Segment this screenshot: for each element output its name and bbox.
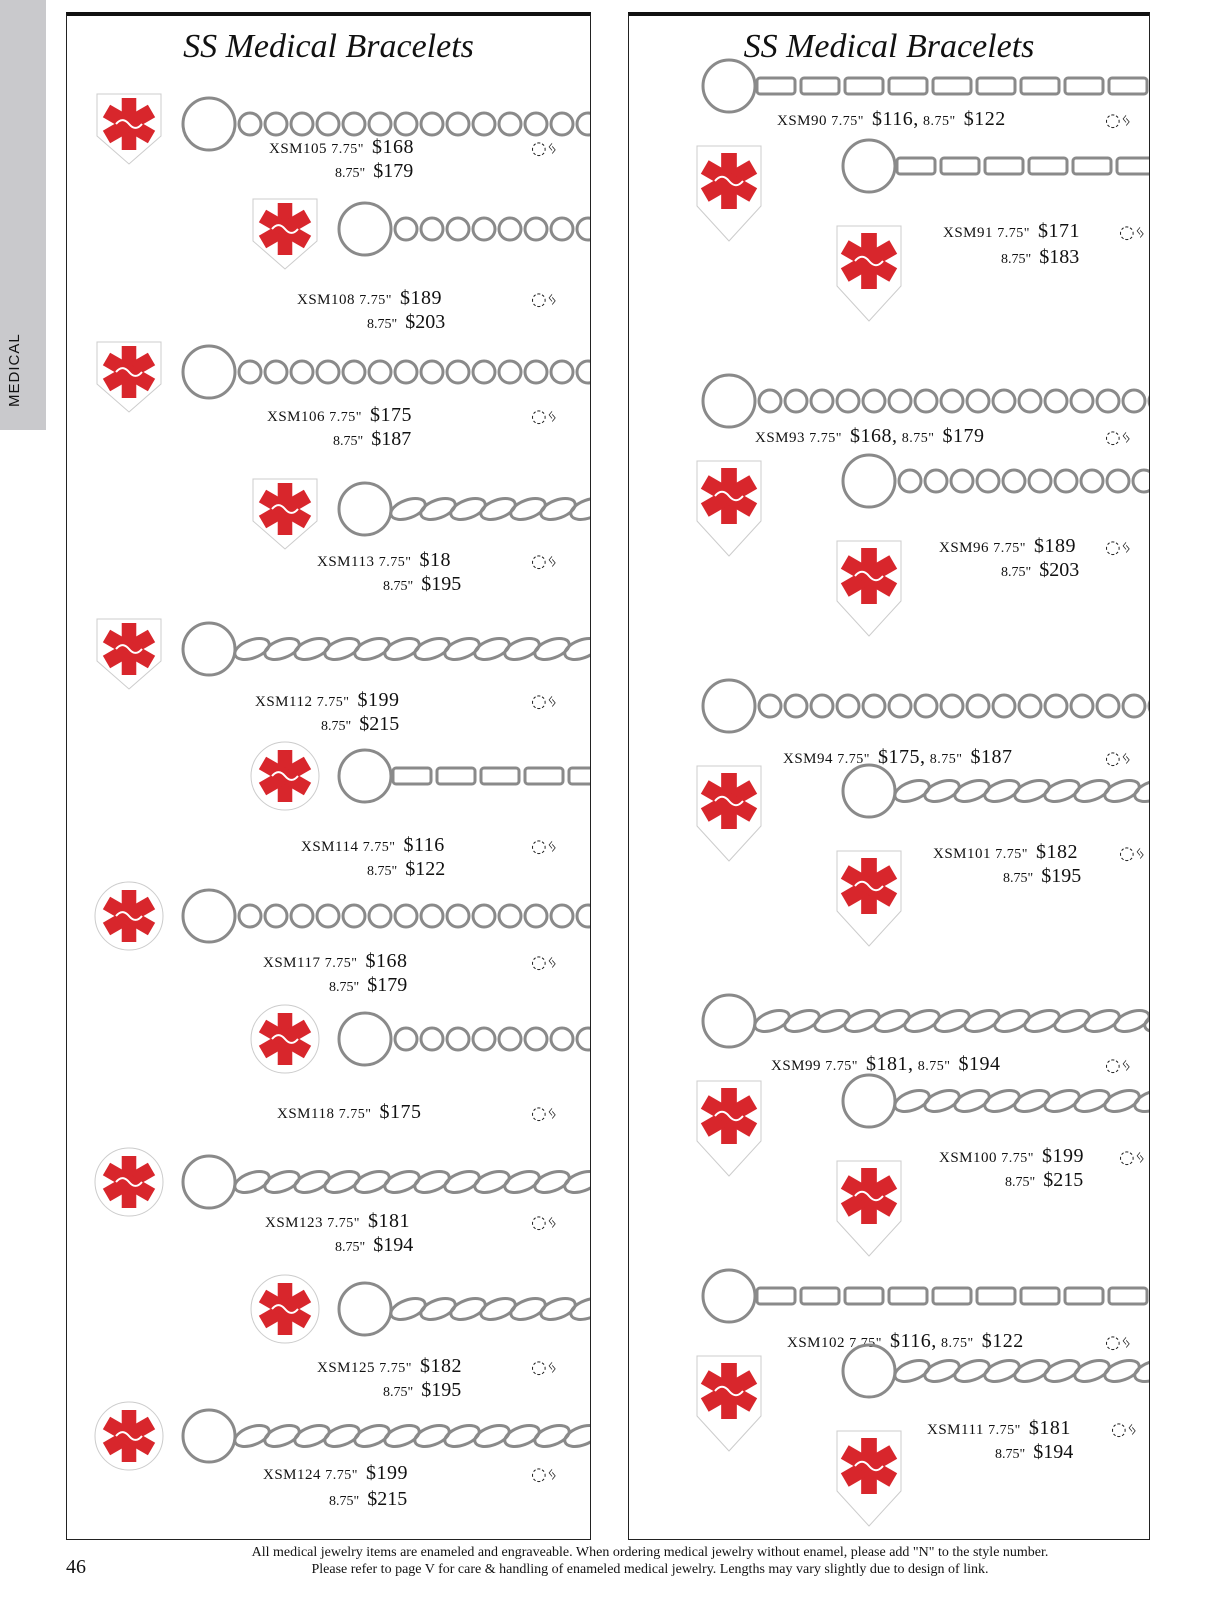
chain-links: [393, 768, 591, 784]
price: $181,: [865, 1053, 914, 1075]
engrave-icon: ◌ᛃ: [531, 691, 558, 712]
engrave-icon: ◌ᛃ: [1105, 110, 1132, 131]
product-xsm113: XSM113 7.75" $18 8.75" $195 ◌ᛃ: [247, 471, 591, 601]
product-xsm125: XSM125 7.75" $182 8.75" $195 ◌ᛃ: [247, 1271, 591, 1401]
engrave-icon: ◌ᛃ: [531, 289, 558, 310]
product-xsm117: XSM117 7.75" $168 8.75" $179 ◌ᛃ: [91, 878, 591, 1008]
chain-links: [892, 1086, 1150, 1115]
chain-links: [892, 776, 1150, 805]
clasp-ring: [703, 995, 755, 1047]
style-code: XSM112: [255, 694, 313, 710]
page-number: 46: [66, 1556, 86, 1578]
price: $189: [399, 287, 442, 309]
clasp-ring: [339, 1283, 391, 1335]
engrave-icon: ◌ᛃ: [1105, 427, 1132, 448]
chain-links: [395, 218, 591, 240]
price: $183: [1039, 246, 1080, 268]
clasp-ring: [339, 1013, 391, 1065]
bracelet-image: [247, 738, 591, 878]
engrave-icon: ◌ᛃ: [1111, 1419, 1138, 1440]
style-code: XSM100: [939, 1150, 998, 1166]
price: $179: [942, 425, 985, 447]
style-code: XSM94: [783, 751, 834, 767]
price: $181: [367, 1210, 410, 1232]
price: $122: [963, 108, 1006, 130]
engrave-icon: ◌ᛃ: [1105, 537, 1132, 558]
price: $215: [367, 1488, 408, 1510]
chain-links: [232, 1167, 591, 1196]
bracelet-image: [247, 191, 591, 331]
product-xsm93: XSM93 7.75" $168, 8.75" $179 ◌ᛃ: [689, 371, 1149, 591]
price: $187: [970, 746, 1013, 768]
clasp-ring: [703, 1270, 755, 1322]
chain-links: [759, 390, 1150, 412]
footer-line-1: All medical jewelry items are enameled and engraveable. When ordering medical jewelry without enamel, please add "N" to the style number.: [251, 1545, 1049, 1560]
product-xsm111: XSM111 7.75" $181 8.75" $194 ◌ᛃ: [829, 1341, 1149, 1540]
price: $194: [958, 1053, 1001, 1075]
engrave-icon: ◌ᛃ: [1119, 222, 1146, 243]
price: $175: [379, 1101, 422, 1123]
price: $122: [405, 858, 446, 880]
clasp-ring: [183, 890, 235, 942]
clasp-ring: [183, 1410, 235, 1462]
product-xsm101: XSM101 7.75" $182 8.75" $195 ◌ᛃ: [829, 761, 1149, 991]
chain-links: [757, 78, 1147, 94]
chain-links: [759, 695, 1150, 717]
price: $168,: [849, 425, 898, 447]
product-xsm108: XSM108 7.75" $189 8.75" $203 ◌ᛃ: [247, 191, 591, 331]
engrave-icon: ◌ᛃ: [1105, 748, 1132, 769]
style-code: XSM90: [777, 113, 828, 129]
style-code: XSM124: [263, 1467, 322, 1483]
price: $182: [1035, 841, 1078, 863]
price: $215: [359, 713, 400, 735]
style-code: XSM108: [297, 292, 356, 308]
product-xsm91: XSM91 7.75" $171 8.75" $183 ◌ᛃ: [829, 136, 1149, 366]
style-code: XSM102: [787, 1335, 846, 1351]
product-xsm94: XSM94 7.75" $175, 8.75" $187 ◌ᛃ: [689, 676, 1149, 906]
price: $195: [421, 573, 462, 595]
price: $18: [419, 549, 451, 571]
chain-links: [239, 905, 591, 927]
chain-links: [757, 1288, 1147, 1304]
product-xsm90: XSM90 7.75" $116, 8.75" $122 ◌ᛃ: [689, 56, 1149, 286]
left-panel-title: SS Medical Bracelets: [183, 28, 474, 65]
product-xsm99: XSM99 7.75" $181, 8.75" $194 ◌ᛃ: [689, 991, 1149, 1221]
style-code: XSM117: [263, 955, 321, 971]
chain-links: [752, 1006, 1150, 1035]
bracelet-image: [829, 136, 1149, 366]
engrave-icon: ◌ᛃ: [1119, 843, 1146, 864]
price: $179: [367, 974, 408, 996]
engrave-icon: ◌ᛃ: [531, 1103, 558, 1124]
style-code: XSM125: [317, 1360, 376, 1376]
price: $199: [365, 1462, 408, 1484]
chain-links: [388, 494, 591, 523]
clasp-ring: [183, 346, 235, 398]
chain-links: [892, 1356, 1150, 1385]
price: $194: [373, 1234, 414, 1256]
style-code: XSM99: [771, 1058, 822, 1074]
price: $116: [403, 834, 445, 856]
price: $215: [1043, 1169, 1084, 1191]
style-code: XSM105: [269, 141, 328, 157]
chain-links: [388, 1294, 591, 1323]
price: $175,: [877, 746, 926, 768]
price: $203: [1039, 559, 1080, 581]
engrave-icon: ◌ᛃ: [531, 1357, 558, 1378]
right-panel-title: SS Medical Bracelets: [743, 28, 1035, 65]
clasp-ring: [183, 98, 235, 150]
product-xsm118: XSM118 7.75" $175 ◌ᛃ: [247, 1001, 591, 1131]
engrave-icon: ◌ᛃ: [1119, 1147, 1146, 1168]
footer-line-2: Please refer to page V for care & handling of enameled medical jewelry. Lengths may vary slightly due to design of link.: [311, 1562, 989, 1577]
clasp-ring: [843, 455, 895, 507]
chain-links: [899, 470, 1150, 492]
chain-links: [239, 361, 591, 383]
price: $199: [1041, 1145, 1084, 1167]
style-code: XSM118: [277, 1106, 335, 1122]
engrave-icon: ◌ᛃ: [531, 836, 558, 857]
price: $168: [371, 136, 414, 158]
section-tab: [0, 0, 46, 430]
style-code: XSM123: [265, 1215, 324, 1231]
clasp-ring: [183, 623, 235, 675]
style-code: XSM93: [755, 430, 806, 446]
engrave-icon: ◌ᛃ: [1105, 1332, 1132, 1353]
product-xsm96: XSM96 7.75" $189 8.75" $203 ◌ᛃ: [829, 451, 1149, 681]
clasp-ring: [183, 1156, 235, 1208]
right-panel: [628, 12, 1150, 1540]
price: $203: [405, 311, 446, 333]
price: $179: [373, 160, 414, 182]
style-code: XSM101: [933, 846, 992, 862]
clasp-ring: [339, 483, 391, 535]
clasp-ring: [339, 750, 391, 802]
product-xsm112: XSM112 7.75" $199 8.75" $215 ◌ᛃ: [91, 611, 591, 741]
price: $187: [371, 428, 412, 450]
footer-note: [120, 1544, 1180, 1578]
price: $171: [1037, 220, 1080, 242]
price: $181: [1028, 1417, 1071, 1439]
product-xsm102: XSM102 7.75" $116, 8.75" $122 ◌ᛃ: [689, 1266, 1149, 1466]
engrave-icon: ◌ᛃ: [531, 138, 558, 159]
clasp-ring: [843, 1075, 895, 1127]
chain-links: [232, 634, 591, 663]
chain-links: [232, 1421, 591, 1450]
price: $122: [981, 1330, 1024, 1352]
price: $194: [1033, 1441, 1074, 1463]
clasp-ring: [703, 680, 755, 732]
style-code: XSM96: [939, 540, 990, 556]
product-xsm100: XSM100 7.75" $199 8.75" $215 ◌ᛃ: [829, 1071, 1149, 1301]
chain-links: [239, 113, 591, 135]
price: $168: [365, 950, 408, 972]
clasp-ring: [843, 1345, 895, 1397]
price: $116,: [871, 108, 919, 130]
price: $175: [369, 404, 412, 426]
price: $182: [419, 1355, 462, 1377]
product-xsm114: XSM114 7.75" $116 8.75" $122 ◌ᛃ: [247, 738, 591, 878]
product-xsm105: XSM105 7.75" $168 8.75" $179 ◌ᛃ: [91, 86, 591, 196]
engrave-icon: ◌ᛃ: [531, 1464, 558, 1485]
chain-links: [897, 158, 1150, 174]
price: $195: [1041, 865, 1082, 887]
engrave-icon: ◌ᛃ: [531, 1212, 558, 1233]
left-panel: [66, 12, 591, 1540]
style-code: XSM106: [267, 409, 326, 425]
clasp-ring: [843, 140, 895, 192]
product-xsm124: XSM124 7.75" $199 8.75" $215 ◌ᛃ: [91, 1398, 591, 1528]
product-xsm106: XSM106 7.75" $175 8.75" $187 ◌ᛃ: [91, 334, 591, 464]
bracelet-image: [829, 761, 1149, 991]
price: $199: [357, 689, 400, 711]
bracelet-image: [829, 1341, 1149, 1540]
clasp-ring: [703, 60, 755, 112]
price: $116,: [889, 1330, 937, 1352]
clasp-ring: [843, 765, 895, 817]
engrave-icon: ◌ᛃ: [531, 551, 558, 572]
style-code: XSM91: [943, 225, 994, 241]
engrave-icon: ◌ᛃ: [1105, 1055, 1132, 1076]
style-code: XSM113: [317, 554, 375, 570]
clasp-ring: [703, 375, 755, 427]
clasp-ring: [339, 203, 391, 255]
bracelet-image: [829, 451, 1149, 681]
price: $189: [1033, 535, 1076, 557]
section-tab-label: MEDICAL: [6, 333, 23, 407]
price: $195: [421, 1379, 462, 1401]
engrave-icon: ◌ᛃ: [531, 406, 558, 427]
style-code: XSM111: [927, 1422, 984, 1438]
engrave-icon: ◌ᛃ: [531, 952, 558, 973]
product-xsm123: XSM123 7.75" $181 8.75" $194 ◌ᛃ: [91, 1144, 591, 1274]
style-code: XSM114: [301, 839, 359, 855]
chain-links: [395, 1028, 591, 1050]
